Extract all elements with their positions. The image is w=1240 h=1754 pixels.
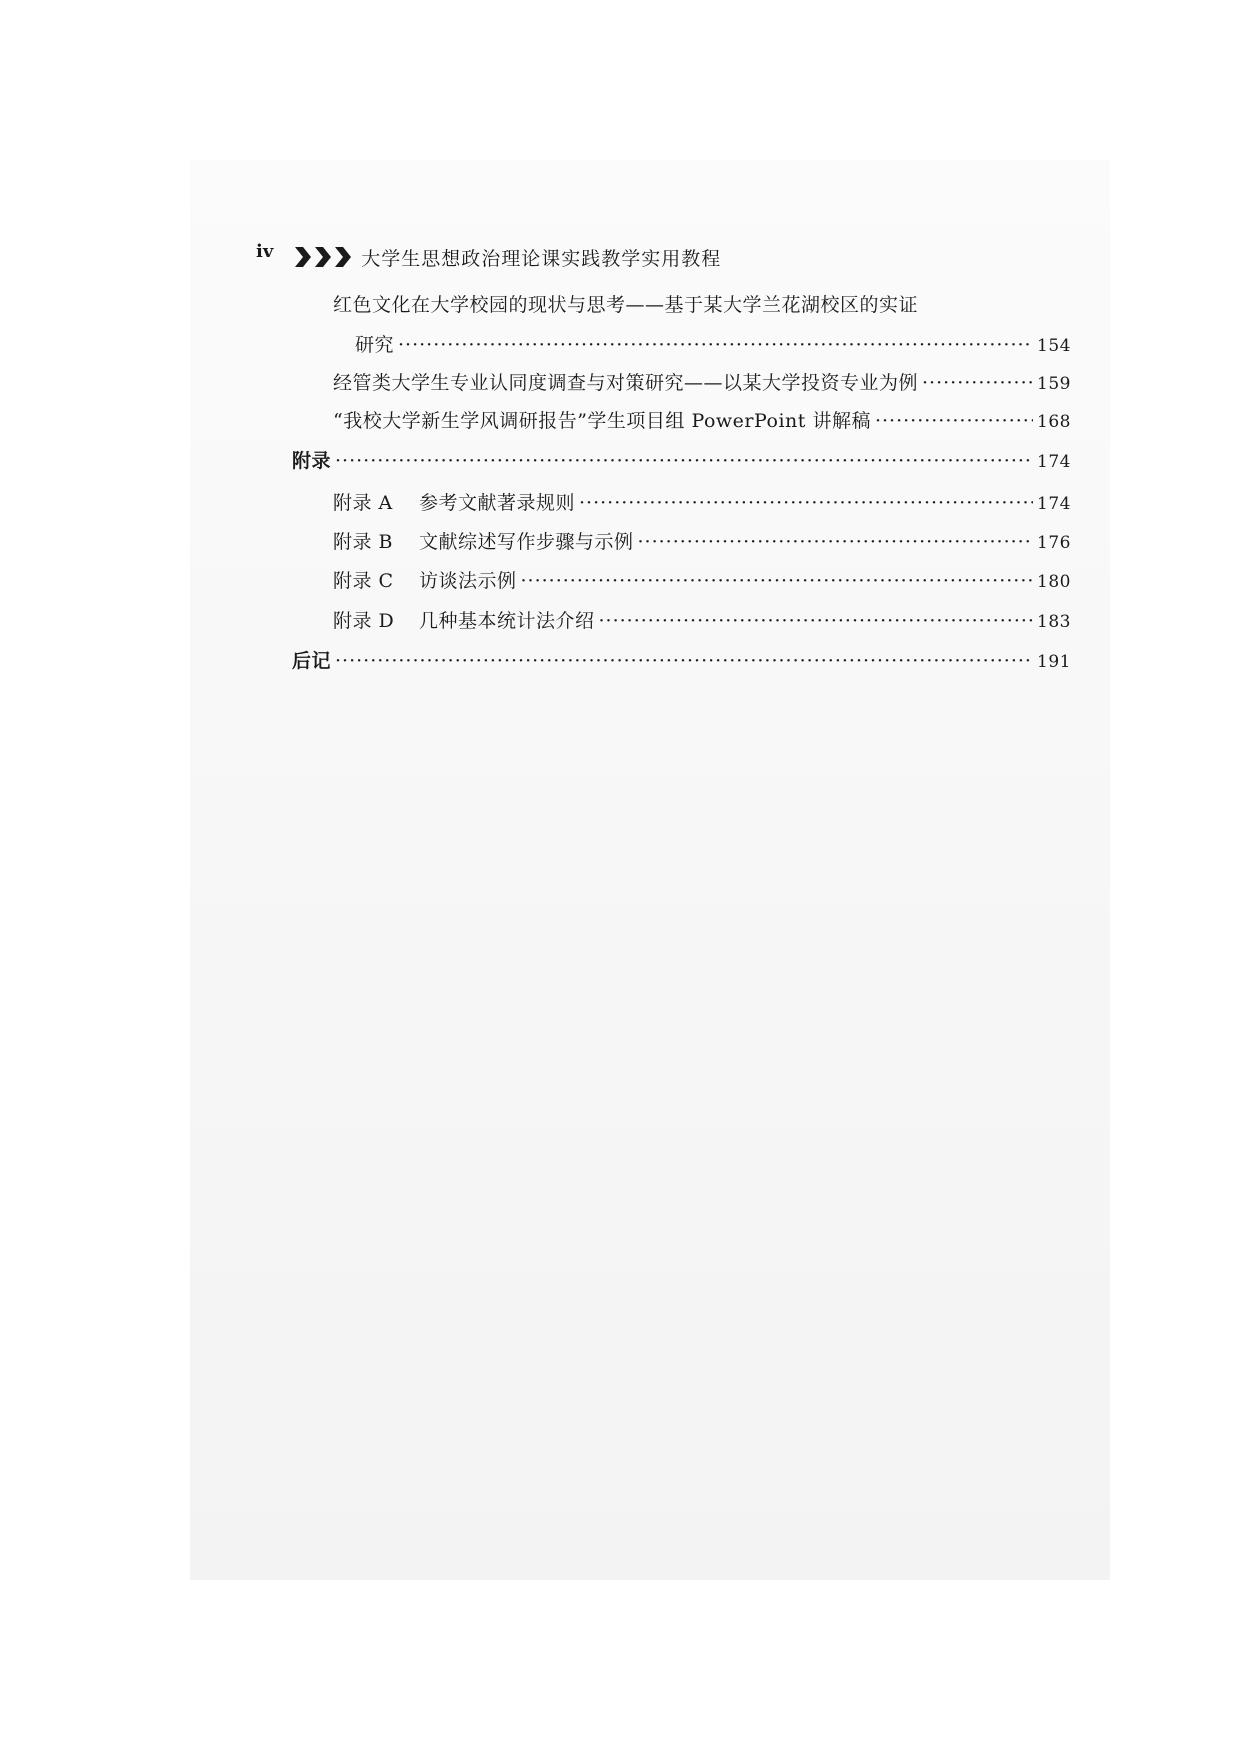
leader-dots xyxy=(599,610,1034,632)
appendix-label: 附录 C xyxy=(333,570,394,592)
book-title: 大学生思想政治理论课实践教学实用教程 xyxy=(361,247,722,270)
toc-page-number: 174 xyxy=(1037,452,1071,472)
leader-dots xyxy=(875,410,1033,432)
toc-page-number: 180 xyxy=(1037,572,1071,592)
leader-dots xyxy=(922,372,1033,394)
appendix-label: 附录 B xyxy=(333,531,394,553)
toc-entry-text: 几种基本统计法介绍 xyxy=(419,610,595,632)
toc-page-number: 174 xyxy=(1037,494,1071,514)
leader-dots xyxy=(398,334,1033,356)
leader-dots xyxy=(521,570,1034,592)
toc-page-number: 154 xyxy=(1037,336,1071,356)
leader-dots xyxy=(579,492,1033,514)
toc-section-title: 附录 xyxy=(292,450,332,472)
toc-entry-appendix-c[interactable] xyxy=(333,566,1071,593)
toc-entry-appendix-a[interactable] xyxy=(333,488,1071,515)
leader-dots xyxy=(335,450,1033,472)
leader-dots xyxy=(335,650,1033,672)
toc-entry-red-culture-line2[interactable] xyxy=(355,330,1071,357)
appendix-label: 附录 D xyxy=(333,610,395,632)
toc-entry-text: 参考文献著录规则 xyxy=(419,492,576,514)
toc-entry-text: 文献综述写作步骤与示例 xyxy=(419,531,634,553)
toc-entry-postscript[interactable] xyxy=(292,646,1071,673)
toc-entry-text: 红色文化在大学校园的现状与思考——基于某大学兰花湖校区的实证 xyxy=(333,294,919,316)
toc-section-title: 后记 xyxy=(292,650,332,672)
toc-page-number: 191 xyxy=(1037,652,1071,672)
toc-entry-study-style-report[interactable] xyxy=(333,406,1071,433)
page-number: iv xyxy=(256,240,274,262)
toc-entry-appendix-d[interactable] xyxy=(333,606,1071,633)
toc-entry-appendix-b[interactable] xyxy=(333,527,1071,554)
toc-entry-red-culture-line1[interactable] xyxy=(333,290,1033,317)
appendix-label: 附录 A xyxy=(333,492,393,514)
leader-dots xyxy=(638,531,1034,553)
toc-page-number: 183 xyxy=(1037,612,1071,632)
toc-entry-text: “我校大学新生学风调研报告”学生项目组 PowerPoint 讲解稿 xyxy=(333,410,871,432)
toc-entry-appendix[interactable] xyxy=(292,446,1071,473)
toc-entry-text: 访谈法示例 xyxy=(419,570,517,592)
toc-page-number: 168 xyxy=(1037,412,1071,432)
toc-entry-text: 经管类大学生专业认同度调查与对策研究——以某大学投资专业为例 xyxy=(333,372,919,394)
toc-entry-major-identity[interactable] xyxy=(333,368,1071,395)
toc-page-number: 159 xyxy=(1037,374,1071,394)
toc-entry-text: 研究 xyxy=(355,334,395,356)
toc-page-number: 176 xyxy=(1037,533,1071,553)
